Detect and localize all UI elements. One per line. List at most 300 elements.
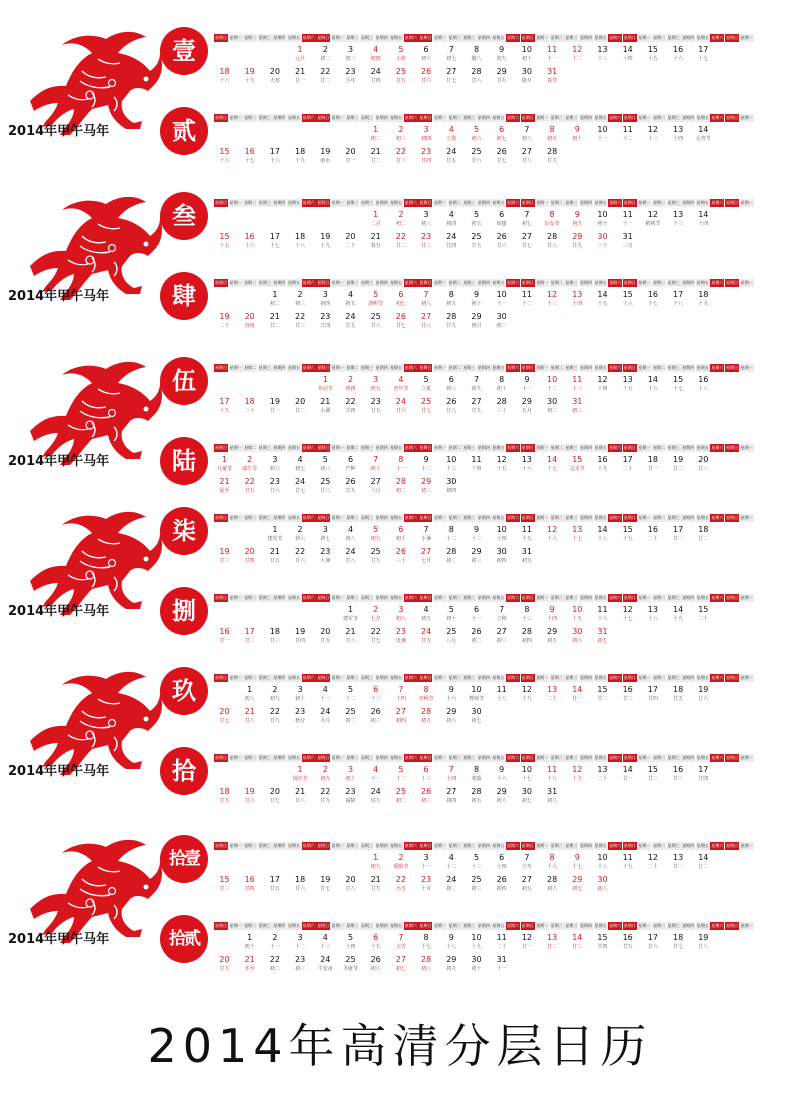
day-cell[interactable] [365, 547, 386, 565]
day-cell[interactable] [441, 67, 462, 85]
day-cell[interactable] [567, 875, 588, 893]
day-cell[interactable] [617, 45, 638, 63]
day-cell[interactable] [466, 627, 487, 645]
day-cell[interactable] [567, 232, 588, 250]
day-cell[interactable] [365, 627, 386, 645]
day-cell[interactable] [642, 685, 663, 703]
day-cell[interactable] [441, 232, 462, 250]
day-cell[interactable] [365, 375, 386, 393]
day-cell[interactable] [390, 707, 411, 725]
day-cell[interactable] [693, 375, 714, 393]
day-cell[interactable] [340, 67, 361, 85]
day-cell[interactable] [315, 955, 336, 973]
day-cell[interactable] [491, 125, 512, 143]
day-cell[interactable] [516, 605, 537, 623]
day-cell[interactable] [542, 232, 563, 250]
day-cell[interactable] [315, 290, 336, 308]
day-cell[interactable] [340, 875, 361, 893]
day-cell[interactable] [239, 875, 260, 893]
day-cell[interactable] [340, 605, 361, 623]
day-cell[interactable] [290, 685, 311, 703]
day-cell[interactable] [617, 232, 638, 250]
day-cell[interactable] [390, 45, 411, 63]
day-cell[interactable] [264, 787, 285, 805]
day-cell[interactable] [340, 525, 361, 543]
day-cell[interactable] [239, 707, 260, 725]
day-cell[interactable] [416, 210, 437, 228]
day-cell[interactable] [542, 787, 563, 805]
day-cell[interactable] [214, 875, 235, 893]
day-cell[interactable] [441, 547, 462, 565]
day-cell[interactable] [592, 875, 613, 893]
day-cell[interactable] [516, 455, 537, 473]
day-cell[interactable] [592, 210, 613, 228]
day-cell[interactable] [642, 210, 663, 228]
day-cell[interactable] [567, 933, 588, 951]
day-cell[interactable] [642, 605, 663, 623]
day-cell[interactable] [365, 455, 386, 473]
day-cell[interactable] [264, 397, 285, 415]
day-cell[interactable] [290, 312, 311, 330]
day-cell[interactable] [264, 933, 285, 951]
day-cell[interactable] [592, 853, 613, 871]
day-cell[interactable] [516, 627, 537, 645]
day-cell[interactable] [542, 875, 563, 893]
day-cell[interactable] [315, 45, 336, 63]
day-cell[interactable] [668, 210, 689, 228]
day-cell[interactable] [315, 547, 336, 565]
day-cell[interactable] [416, 525, 437, 543]
day-cell[interactable] [441, 933, 462, 951]
day-cell[interactable] [491, 875, 512, 893]
day-cell[interactable] [466, 787, 487, 805]
day-cell[interactable] [592, 45, 613, 63]
day-cell[interactable] [290, 397, 311, 415]
day-cell[interactable] [491, 397, 512, 415]
day-cell[interactable] [516, 547, 537, 565]
day-cell[interactable] [617, 375, 638, 393]
day-cell[interactable] [617, 685, 638, 703]
day-cell[interactable] [441, 147, 462, 165]
day-cell[interactable] [290, 627, 311, 645]
day-cell[interactable] [416, 455, 437, 473]
day-cell[interactable] [642, 45, 663, 63]
day-cell[interactable] [264, 525, 285, 543]
day-cell[interactable] [365, 397, 386, 415]
day-cell[interactable] [592, 933, 613, 951]
day-cell[interactable] [365, 477, 386, 495]
day-cell[interactable] [693, 853, 714, 871]
day-cell[interactable] [693, 525, 714, 543]
day-cell[interactable] [365, 210, 386, 228]
day-cell[interactable] [491, 290, 512, 308]
day-cell[interactable] [642, 933, 663, 951]
day-cell[interactable] [567, 375, 588, 393]
day-cell[interactable] [466, 547, 487, 565]
day-cell[interactable] [390, 787, 411, 805]
day-cell[interactable] [340, 787, 361, 805]
day-cell[interactable] [390, 685, 411, 703]
day-cell[interactable] [642, 853, 663, 871]
day-cell[interactable] [642, 765, 663, 783]
day-cell[interactable] [315, 147, 336, 165]
day-cell[interactable] [491, 67, 512, 85]
day-cell[interactable] [466, 707, 487, 725]
day-cell[interactable] [516, 853, 537, 871]
day-cell[interactable] [416, 397, 437, 415]
day-cell[interactable] [466, 67, 487, 85]
day-cell[interactable] [239, 67, 260, 85]
day-cell[interactable] [264, 290, 285, 308]
day-cell[interactable] [390, 525, 411, 543]
day-cell[interactable] [466, 685, 487, 703]
day-cell[interactable] [441, 45, 462, 63]
day-cell[interactable] [693, 125, 714, 143]
day-cell[interactable] [416, 933, 437, 951]
day-cell[interactable] [365, 290, 386, 308]
day-cell[interactable] [340, 933, 361, 951]
day-cell[interactable] [416, 312, 437, 330]
day-cell[interactable] [365, 765, 386, 783]
day-cell[interactable] [239, 232, 260, 250]
day-cell[interactable] [617, 853, 638, 871]
day-cell[interactable] [441, 397, 462, 415]
day-cell[interactable] [416, 67, 437, 85]
day-cell[interactable] [491, 147, 512, 165]
day-cell[interactable] [239, 455, 260, 473]
day-cell[interactable] [617, 525, 638, 543]
day-cell[interactable] [390, 147, 411, 165]
day-cell[interactable] [441, 290, 462, 308]
day-cell[interactable] [491, 787, 512, 805]
day-cell[interactable] [390, 547, 411, 565]
day-cell[interactable] [315, 787, 336, 805]
day-cell[interactable] [340, 232, 361, 250]
day-cell[interactable] [290, 455, 311, 473]
day-cell[interactable] [617, 765, 638, 783]
day-cell[interactable] [491, 605, 512, 623]
day-cell[interactable] [416, 147, 437, 165]
day-cell[interactable] [214, 67, 235, 85]
day-cell[interactable] [416, 45, 437, 63]
day-cell[interactable] [668, 853, 689, 871]
day-cell[interactable] [466, 875, 487, 893]
day-cell[interactable] [491, 955, 512, 973]
day-cell[interactable] [466, 45, 487, 63]
day-cell[interactable] [542, 397, 563, 415]
day-cell[interactable] [441, 707, 462, 725]
day-cell[interactable] [239, 477, 260, 495]
day-cell[interactable] [264, 477, 285, 495]
day-cell[interactable] [668, 605, 689, 623]
day-cell[interactable] [239, 955, 260, 973]
day-cell[interactable] [491, 933, 512, 951]
day-cell[interactable] [516, 765, 537, 783]
day-cell[interactable] [466, 290, 487, 308]
day-cell[interactable] [617, 210, 638, 228]
day-cell[interactable] [491, 765, 512, 783]
day-cell[interactable] [668, 685, 689, 703]
day-cell[interactable] [567, 605, 588, 623]
day-cell[interactable] [416, 232, 437, 250]
day-cell[interactable] [365, 605, 386, 623]
day-cell[interactable] [390, 67, 411, 85]
day-cell[interactable] [567, 397, 588, 415]
day-cell[interactable] [290, 707, 311, 725]
day-cell[interactable] [214, 955, 235, 973]
day-cell[interactable] [214, 787, 235, 805]
day-cell[interactable] [516, 397, 537, 415]
day-cell[interactable] [264, 67, 285, 85]
day-cell[interactable] [491, 312, 512, 330]
day-cell[interactable] [390, 765, 411, 783]
day-cell[interactable] [264, 312, 285, 330]
day-cell[interactable] [466, 605, 487, 623]
day-cell[interactable] [390, 875, 411, 893]
day-cell[interactable] [693, 933, 714, 951]
day-cell[interactable] [441, 312, 462, 330]
day-cell[interactable] [390, 210, 411, 228]
day-cell[interactable] [567, 627, 588, 645]
day-cell[interactable] [239, 627, 260, 645]
day-cell[interactable] [668, 45, 689, 63]
day-cell[interactable] [567, 853, 588, 871]
day-cell[interactable] [315, 875, 336, 893]
day-cell[interactable] [516, 210, 537, 228]
day-cell[interactable] [491, 627, 512, 645]
day-cell[interactable] [264, 455, 285, 473]
day-cell[interactable] [264, 547, 285, 565]
day-cell[interactable] [365, 525, 386, 543]
day-cell[interactable] [441, 455, 462, 473]
day-cell[interactable] [214, 147, 235, 165]
day-cell[interactable] [239, 397, 260, 415]
day-cell[interactable] [390, 605, 411, 623]
day-cell[interactable] [441, 627, 462, 645]
day-cell[interactable] [315, 375, 336, 393]
day-cell[interactable] [516, 67, 537, 85]
day-cell[interactable] [290, 547, 311, 565]
day-cell[interactable] [264, 875, 285, 893]
day-cell[interactable] [441, 875, 462, 893]
day-cell[interactable] [340, 477, 361, 495]
day-cell[interactable] [466, 312, 487, 330]
day-cell[interactable] [340, 45, 361, 63]
day-cell[interactable] [214, 232, 235, 250]
day-cell[interactable] [365, 707, 386, 725]
day-cell[interactable] [516, 875, 537, 893]
day-cell[interactable] [365, 67, 386, 85]
day-cell[interactable] [542, 765, 563, 783]
day-cell[interactable] [340, 397, 361, 415]
day-cell[interactable] [516, 685, 537, 703]
day-cell[interactable] [516, 525, 537, 543]
day-cell[interactable] [315, 627, 336, 645]
day-cell[interactable] [441, 210, 462, 228]
day-cell[interactable] [592, 375, 613, 393]
day-cell[interactable] [466, 232, 487, 250]
day-cell[interactable] [466, 375, 487, 393]
day-cell[interactable] [315, 67, 336, 85]
day-cell[interactable] [542, 853, 563, 871]
day-cell[interactable] [340, 955, 361, 973]
day-cell[interactable] [315, 525, 336, 543]
day-cell[interactable] [214, 312, 235, 330]
day-cell[interactable] [592, 232, 613, 250]
day-cell[interactable] [390, 955, 411, 973]
day-cell[interactable] [416, 853, 437, 871]
day-cell[interactable] [592, 605, 613, 623]
day-cell[interactable] [290, 765, 311, 783]
day-cell[interactable] [416, 547, 437, 565]
day-cell[interactable] [340, 290, 361, 308]
day-cell[interactable] [567, 685, 588, 703]
day-cell[interactable] [693, 210, 714, 228]
day-cell[interactable] [567, 455, 588, 473]
day-cell[interactable] [416, 955, 437, 973]
day-cell[interactable] [466, 765, 487, 783]
day-cell[interactable] [390, 125, 411, 143]
day-cell[interactable] [542, 210, 563, 228]
day-cell[interactable] [416, 875, 437, 893]
day-cell[interactable] [491, 685, 512, 703]
day-cell[interactable] [416, 627, 437, 645]
day-cell[interactable] [264, 232, 285, 250]
day-cell[interactable] [542, 933, 563, 951]
day-cell[interactable] [542, 627, 563, 645]
day-cell[interactable] [592, 455, 613, 473]
day-cell[interactable] [542, 290, 563, 308]
day-cell[interactable] [466, 955, 487, 973]
day-cell[interactable] [239, 547, 260, 565]
day-cell[interactable] [441, 375, 462, 393]
day-cell[interactable] [365, 232, 386, 250]
day-cell[interactable] [491, 547, 512, 565]
day-cell[interactable] [290, 933, 311, 951]
day-cell[interactable] [340, 375, 361, 393]
day-cell[interactable] [390, 232, 411, 250]
day-cell[interactable] [466, 933, 487, 951]
day-cell[interactable] [491, 232, 512, 250]
day-cell[interactable] [290, 875, 311, 893]
day-cell[interactable] [340, 455, 361, 473]
day-cell[interactable] [416, 787, 437, 805]
day-cell[interactable] [290, 290, 311, 308]
day-cell[interactable] [315, 933, 336, 951]
day-cell[interactable] [264, 707, 285, 725]
day-cell[interactable] [592, 525, 613, 543]
day-cell[interactable] [239, 312, 260, 330]
day-cell[interactable] [642, 455, 663, 473]
day-cell[interactable] [390, 375, 411, 393]
day-cell[interactable] [390, 290, 411, 308]
day-cell[interactable] [416, 125, 437, 143]
day-cell[interactable] [592, 765, 613, 783]
day-cell[interactable] [642, 125, 663, 143]
day-cell[interactable] [491, 455, 512, 473]
day-cell[interactable] [567, 210, 588, 228]
day-cell[interactable] [290, 525, 311, 543]
day-cell[interactable] [693, 685, 714, 703]
day-cell[interactable] [617, 933, 638, 951]
day-cell[interactable] [668, 290, 689, 308]
day-cell[interactable] [290, 67, 311, 85]
day-cell[interactable] [264, 627, 285, 645]
day-cell[interactable] [340, 685, 361, 703]
day-cell[interactable] [441, 685, 462, 703]
day-cell[interactable] [290, 477, 311, 495]
day-cell[interactable] [642, 525, 663, 543]
day-cell[interactable] [290, 787, 311, 805]
day-cell[interactable] [491, 525, 512, 543]
day-cell[interactable] [290, 45, 311, 63]
day-cell[interactable] [441, 477, 462, 495]
day-cell[interactable] [390, 455, 411, 473]
day-cell[interactable] [693, 45, 714, 63]
day-cell[interactable] [542, 605, 563, 623]
day-cell[interactable] [264, 685, 285, 703]
day-cell[interactable] [390, 627, 411, 645]
day-cell[interactable] [693, 455, 714, 473]
day-cell[interactable] [542, 67, 563, 85]
day-cell[interactable] [542, 685, 563, 703]
day-cell[interactable] [668, 455, 689, 473]
day-cell[interactable] [592, 627, 613, 645]
day-cell[interactable] [416, 685, 437, 703]
day-cell[interactable] [239, 685, 260, 703]
day-cell[interactable] [340, 765, 361, 783]
day-cell[interactable] [315, 765, 336, 783]
day-cell[interactable] [466, 147, 487, 165]
day-cell[interactable] [516, 125, 537, 143]
day-cell[interactable] [516, 787, 537, 805]
day-cell[interactable] [214, 397, 235, 415]
day-cell[interactable] [315, 707, 336, 725]
day-cell[interactable] [214, 477, 235, 495]
day-cell[interactable] [542, 455, 563, 473]
day-cell[interactable] [340, 627, 361, 645]
day-cell[interactable] [416, 765, 437, 783]
day-cell[interactable] [214, 547, 235, 565]
day-cell[interactable] [290, 955, 311, 973]
day-cell[interactable] [542, 125, 563, 143]
day-cell[interactable] [365, 955, 386, 973]
day-cell[interactable] [491, 853, 512, 871]
day-cell[interactable] [416, 707, 437, 725]
day-cell[interactable] [290, 232, 311, 250]
day-cell[interactable] [668, 765, 689, 783]
day-cell[interactable] [693, 765, 714, 783]
day-cell[interactable] [340, 147, 361, 165]
day-cell[interactable] [642, 290, 663, 308]
day-cell[interactable] [290, 147, 311, 165]
day-cell[interactable] [516, 375, 537, 393]
day-cell[interactable] [214, 627, 235, 645]
day-cell[interactable] [365, 312, 386, 330]
day-cell[interactable] [390, 312, 411, 330]
day-cell[interactable] [416, 290, 437, 308]
day-cell[interactable] [466, 455, 487, 473]
day-cell[interactable] [441, 605, 462, 623]
day-cell[interactable] [416, 605, 437, 623]
day-cell[interactable] [567, 765, 588, 783]
day-cell[interactable] [617, 605, 638, 623]
day-cell[interactable] [617, 290, 638, 308]
day-cell[interactable] [441, 955, 462, 973]
day-cell[interactable] [264, 955, 285, 973]
day-cell[interactable] [441, 525, 462, 543]
day-cell[interactable] [466, 397, 487, 415]
